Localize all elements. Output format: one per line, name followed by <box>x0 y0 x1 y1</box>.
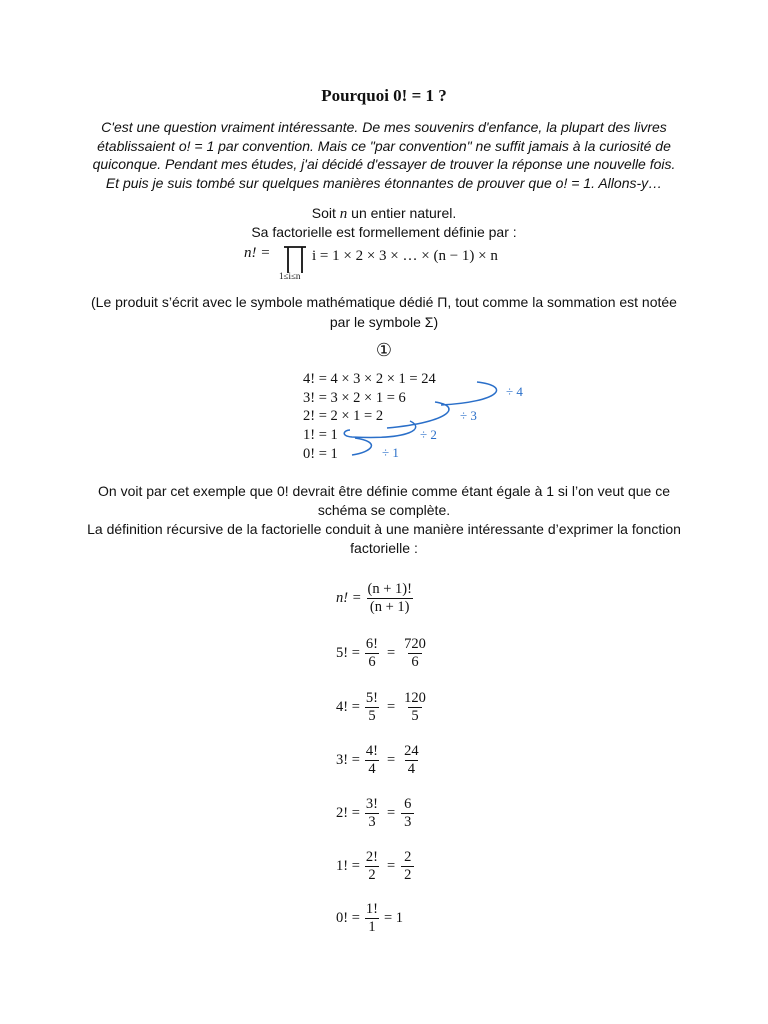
fraction <box>401 690 429 725</box>
denominator: 2 <box>365 866 378 884</box>
formula-lhs: n! = <box>244 245 271 261</box>
numerator: 3! <box>365 795 378 812</box>
chain-line: 3! = 3 × 2 × 1 = 6 <box>303 390 406 406</box>
intro-paragraph: C'est une question vraiment intéressante. De mes souvenirs d'enfance, la plupart des livres établissaient o! = 1 par convention. Mais ce "par convention" ne suffit jamais à la curiosité de quiconque. Pendant mes études, j'ai décidé d'essayer de trouver la réponse une nouvelle fois. Et puis je suis tombé sur quelques manières étonnantes de prouver que o! = 1. Allons-y… <box>92 119 676 191</box>
formula-lhs: 0! = <box>336 909 360 926</box>
chain-line: 2! = 2 × 1 = 2 <box>303 408 384 424</box>
equals-sign: = <box>386 644 396 661</box>
fraction <box>401 636 429 671</box>
recursive-formula <box>336 633 432 673</box>
denominator: 6 <box>408 653 421 671</box>
recursive-formula <box>336 793 417 833</box>
chain-line: 1! = 1 <box>303 427 338 443</box>
denominator: 2 <box>401 866 414 884</box>
product-subscript: 1≤i≤n <box>279 271 301 281</box>
numerator: 5! <box>365 689 378 706</box>
denominator: 6 <box>365 653 378 671</box>
definition-line-2: Sa factorielle est formellement définie par : <box>251 224 517 240</box>
formula-lhs: 3! = <box>336 751 360 768</box>
fraction <box>401 849 414 884</box>
denominator: (n + 1) <box>367 598 413 616</box>
definition-line-1-suffix: un entier naturel. <box>347 205 457 221</box>
definition-line-1 <box>0 204 768 224</box>
formula-lhs: n! = <box>336 589 362 606</box>
fraction <box>363 690 381 725</box>
numerator: 6! <box>365 635 378 652</box>
denominator: 3 <box>365 813 378 831</box>
product-note: (Le produit s’écrit avec le symbole mathématique dédié Π, tout comme la sommation est notée par le symbole Σ) <box>91 294 677 330</box>
formula-lhs: 2! = <box>336 804 360 821</box>
denominator: 5 <box>408 707 421 725</box>
fraction <box>401 743 422 778</box>
denominator: 5 <box>365 707 378 725</box>
chain-line: 4! = 4 × 3 × 2 × 1 = 24 <box>303 371 436 387</box>
denominator: 4 <box>365 760 378 778</box>
variable-n: n <box>339 206 348 222</box>
equals-sign: = <box>386 698 396 715</box>
numerator: 120 <box>404 689 426 706</box>
page-title: Pourquoi 0! = 1 ? <box>321 86 447 105</box>
equals-sign: = <box>386 751 396 768</box>
numerator: 24 <box>404 742 419 759</box>
denominator: 1 <box>365 918 378 936</box>
circled-one-marker: ① <box>375 340 393 360</box>
definition-line-1-prefix: Soit <box>311 205 340 221</box>
fraction <box>363 849 381 884</box>
formula-lhs: 5! = <box>336 644 360 661</box>
conclusion-paragraph-2: La définition récursive de la factorielle conduit à une manière intéressante d’exprimer la fonction factorielle : <box>87 521 681 556</box>
conclusion-text <box>80 482 688 558</box>
numerator: 720 <box>404 635 426 652</box>
recursive-formula <box>336 898 403 938</box>
numerator: 6 <box>404 795 412 812</box>
fraction <box>363 636 381 671</box>
divisor-label: ÷ 2 <box>420 427 437 442</box>
denominator: 4 <box>405 760 418 778</box>
fraction <box>363 901 381 936</box>
formula-lhs: 1! = <box>336 857 360 874</box>
divisor-label: ÷ 3 <box>460 408 477 423</box>
chain-line: 0! = 1 <box>303 446 338 462</box>
recursive-formula <box>336 578 418 618</box>
formula-rhs: i = 1 × 2 × 3 × … × (n − 1) × n <box>312 248 498 264</box>
recursive-formula <box>336 687 432 727</box>
fraction <box>363 796 381 831</box>
numerator: 1! <box>365 900 378 917</box>
fraction <box>365 581 415 616</box>
equals-sign: = <box>386 857 396 874</box>
formula-tail: = 1 <box>383 909 404 926</box>
arrow-div-1 <box>352 438 371 455</box>
numerator: 2! <box>365 848 378 865</box>
fraction <box>401 796 414 831</box>
numerator: 4! <box>365 742 378 759</box>
arrow-div-4 <box>441 382 497 405</box>
numerator: 2 <box>404 848 412 865</box>
denominator: 3 <box>401 813 414 831</box>
equals-sign: = <box>386 804 396 821</box>
divisor-label: ÷ 1 <box>382 445 399 460</box>
fraction <box>363 743 381 778</box>
divisor-label: ÷ 4 <box>506 384 523 399</box>
recursive-formula <box>336 740 425 780</box>
recursive-formula <box>336 846 417 886</box>
numerator: (n + 1)! <box>367 580 412 597</box>
conclusion-paragraph-1: On voit par cet exemple que 0! devrait être définie comme étant égale à 1 si l’on veut que ce schéma se complète. <box>98 483 670 518</box>
formula-lhs: 4! = <box>336 698 360 715</box>
